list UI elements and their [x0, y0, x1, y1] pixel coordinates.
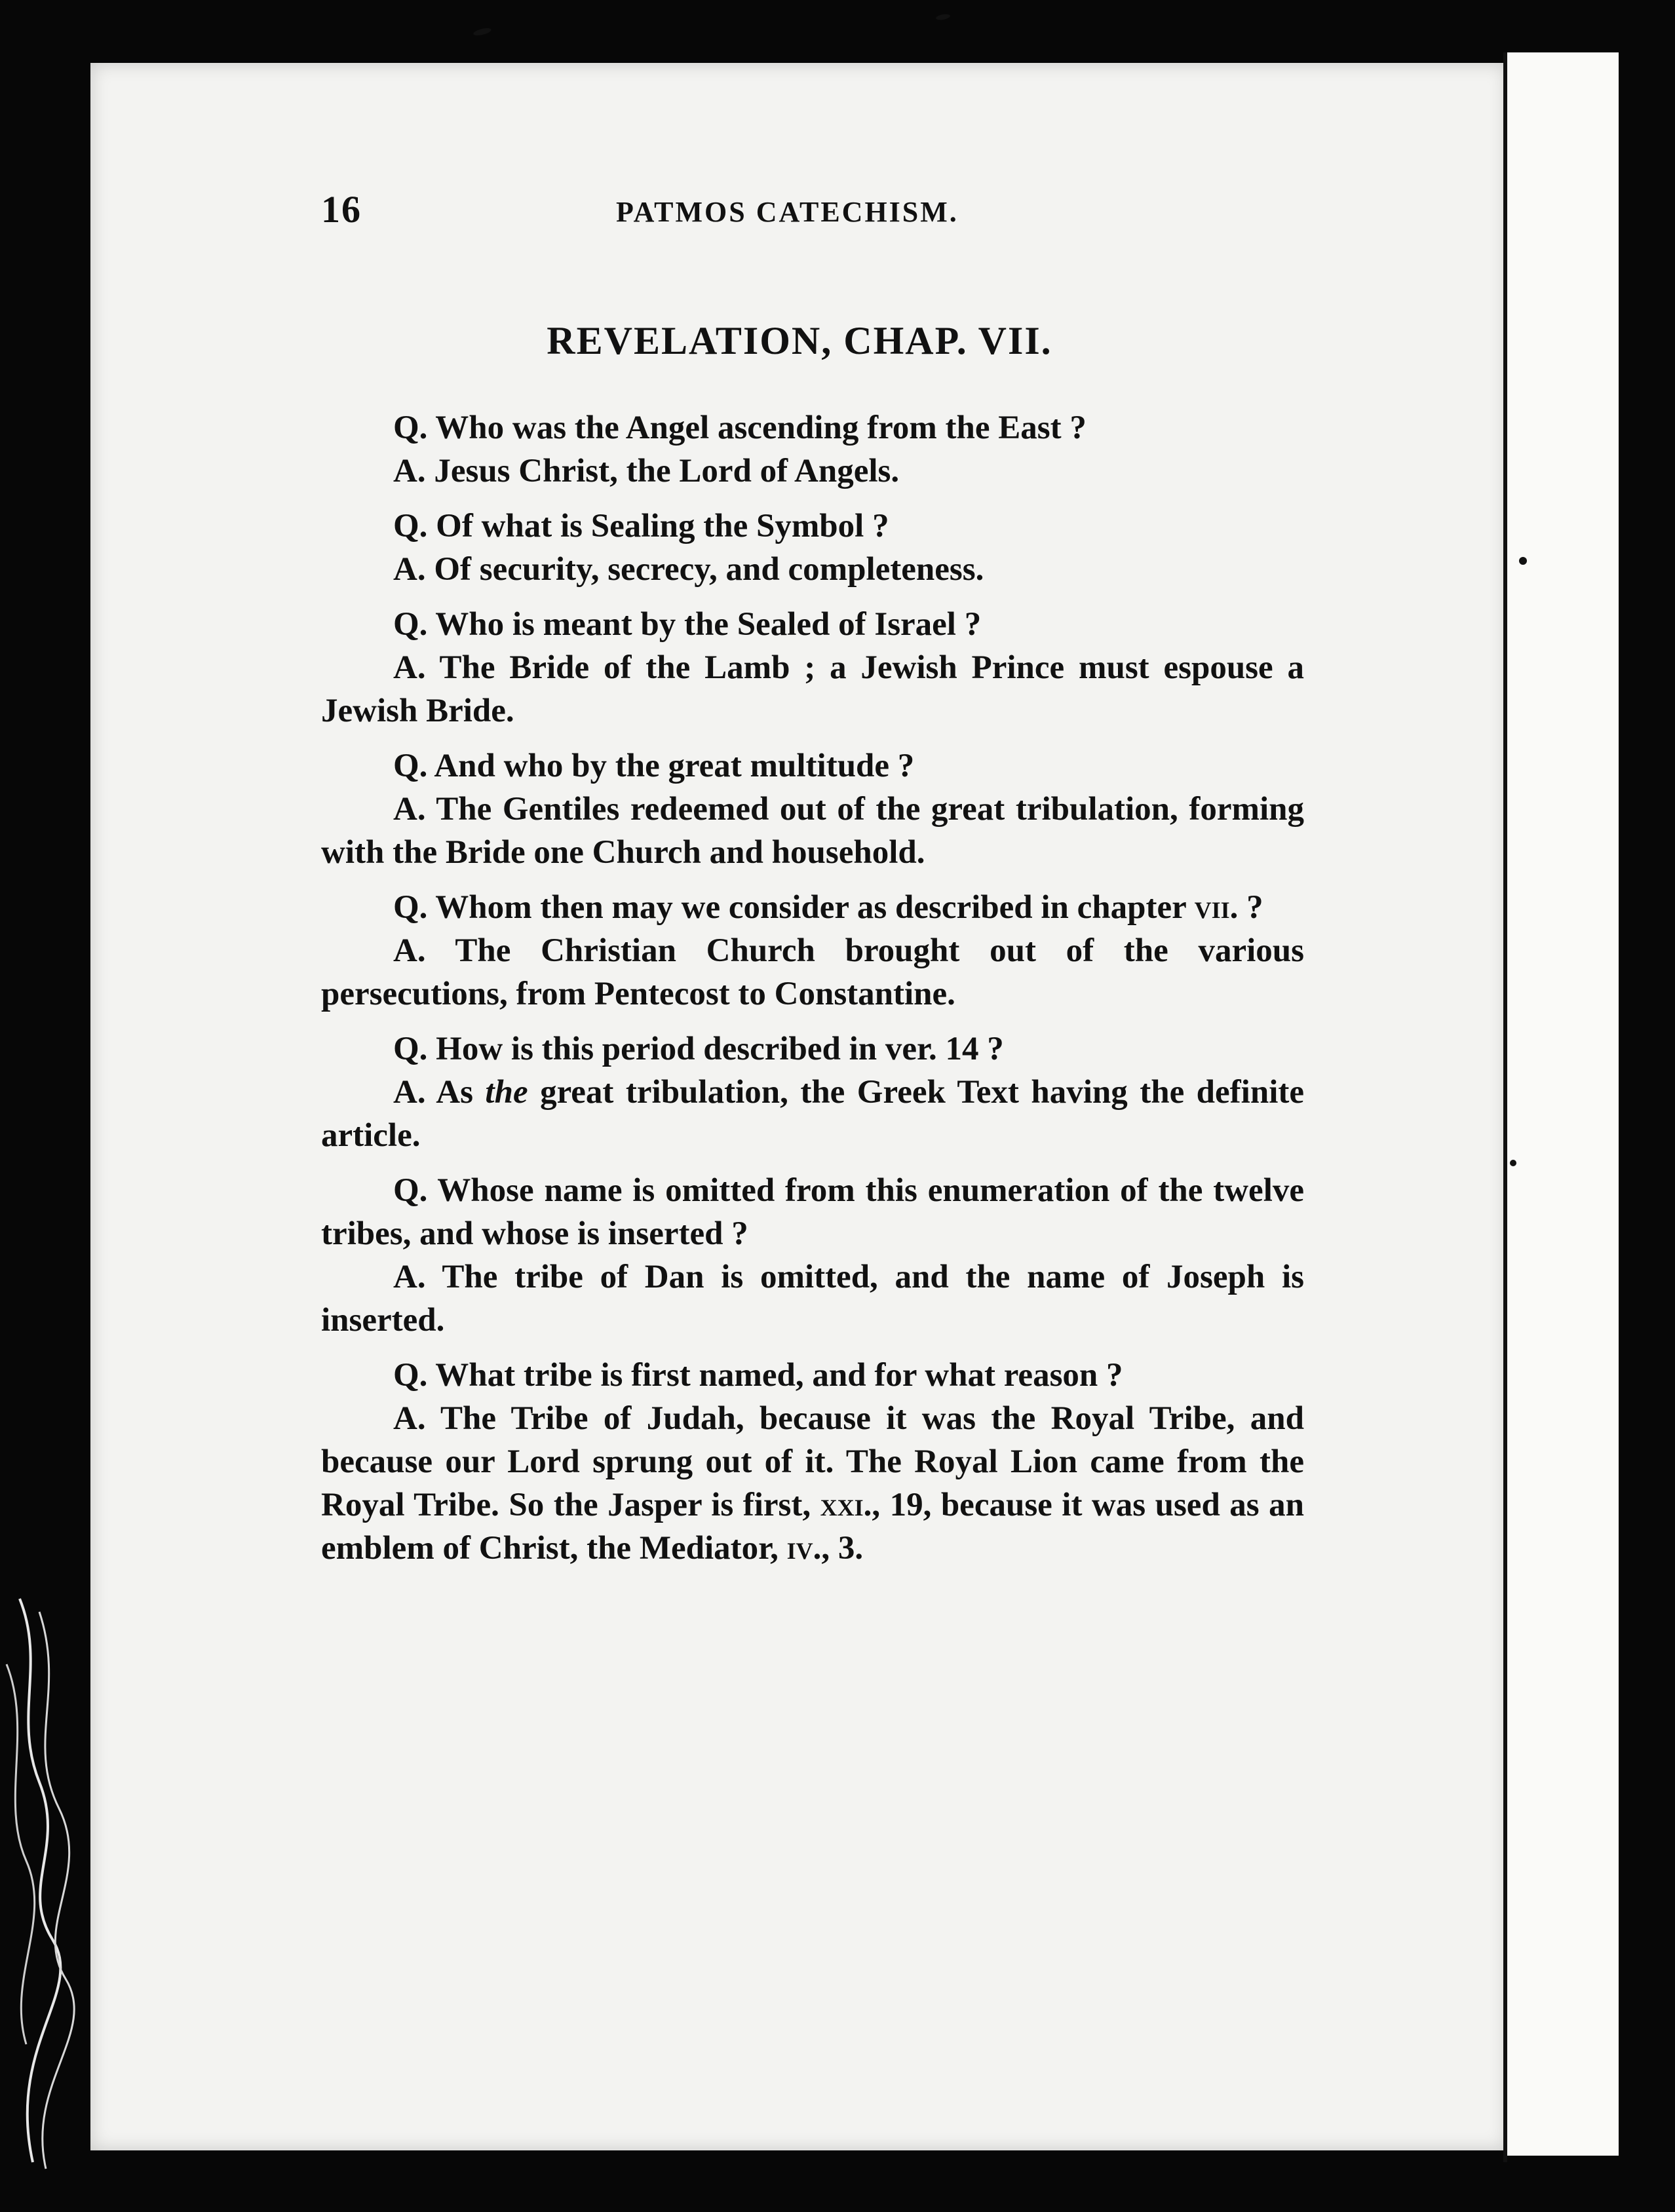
ink-speck: [1510, 1160, 1516, 1166]
question: Q. Of what is Sealing the Symbol ?: [393, 508, 889, 544]
chapter-reference: vii.: [1194, 889, 1239, 926]
catechism-text: [321, 406, 1304, 1582]
qa-item: [321, 1354, 1304, 1570]
answer-text: , 3.: [821, 1530, 864, 1567]
emphasis: the: [485, 1074, 528, 1111]
question: [321, 886, 1304, 929]
question: Q. Who is meant by the Sealed of Israel ?: [393, 606, 982, 643]
question: Q. How is this period described in ver. 14 ?: [393, 1031, 1004, 1067]
answer: A. The Bride of the Lamb ; a Jewish Prince must espouse a Jewish Bride.: [321, 649, 1304, 729]
chapter-heading: REVELATION, CHAP. VII.: [547, 319, 1052, 362]
qa-item: [321, 744, 1304, 874]
question: Q. Whose name is omitted from this enumeration of the twelve tribes, and whose is inserted ?: [321, 1172, 1304, 1252]
running-head: [321, 187, 1062, 233]
question: Q. Who was the Angel ascending from the East ?: [393, 410, 1087, 446]
qa-item: [321, 603, 1304, 733]
question: Q. What tribe is first named, and for what reason ?: [393, 1357, 1123, 1394]
answer-text: , 19, because it was used as an emblem of Christ, the Mediator,: [321, 1487, 1304, 1567]
answer-text: A. The Tribe of Judah, because it was the Royal Tribe, and because our Lord sprung out of it. The Royal Lion came from the Royal Tribe. So the Jasper is first,: [321, 1400, 1304, 1523]
answer-text: A. As: [393, 1074, 486, 1111]
running-title: PATMOS CATECHISM.: [616, 196, 959, 228]
answer: A. Jesus Christ, the Lord of Angels.: [393, 453, 900, 489]
ink-speck: [1519, 557, 1527, 565]
page-number: 16: [321, 188, 362, 231]
answer: A. The Gentiles redeemed out of the great tribulation, forming with the Bride one Church and household.: [321, 791, 1304, 871]
answer: [321, 1397, 1304, 1570]
chapter-reference: xxi.: [820, 1487, 872, 1523]
answer: A. Of security, secrecy, and completeness.: [393, 551, 984, 588]
answer: A. The tribe of Dan is omitted, and the name of Joseph is inserted.: [321, 1259, 1304, 1339]
qa-item: [321, 886, 1304, 1016]
answer: A. The Christian Church brought out of the various persecutions, from Pentecost to Constantine.: [321, 932, 1304, 1012]
question: Q. And who by the great multitude ?: [393, 748, 915, 784]
answer: [321, 1071, 1304, 1157]
facing-page-edge: [1507, 52, 1619, 2156]
question-mark: ?: [1238, 889, 1263, 926]
question-text: Q. Whom then may we consider as described in chapter: [393, 889, 1186, 926]
chapter-reference: iv.: [786, 1530, 822, 1567]
qa-item: [321, 1027, 1304, 1157]
qa-item: [321, 1169, 1304, 1342]
page-fold-line: [1503, 52, 1507, 2162]
answer-text: great tribulation, the Greek Text having the definite article.: [321, 1074, 1304, 1154]
qa-item: [321, 505, 1304, 591]
loose-thread: [0, 1586, 92, 2175]
qa-item: [321, 406, 1304, 493]
